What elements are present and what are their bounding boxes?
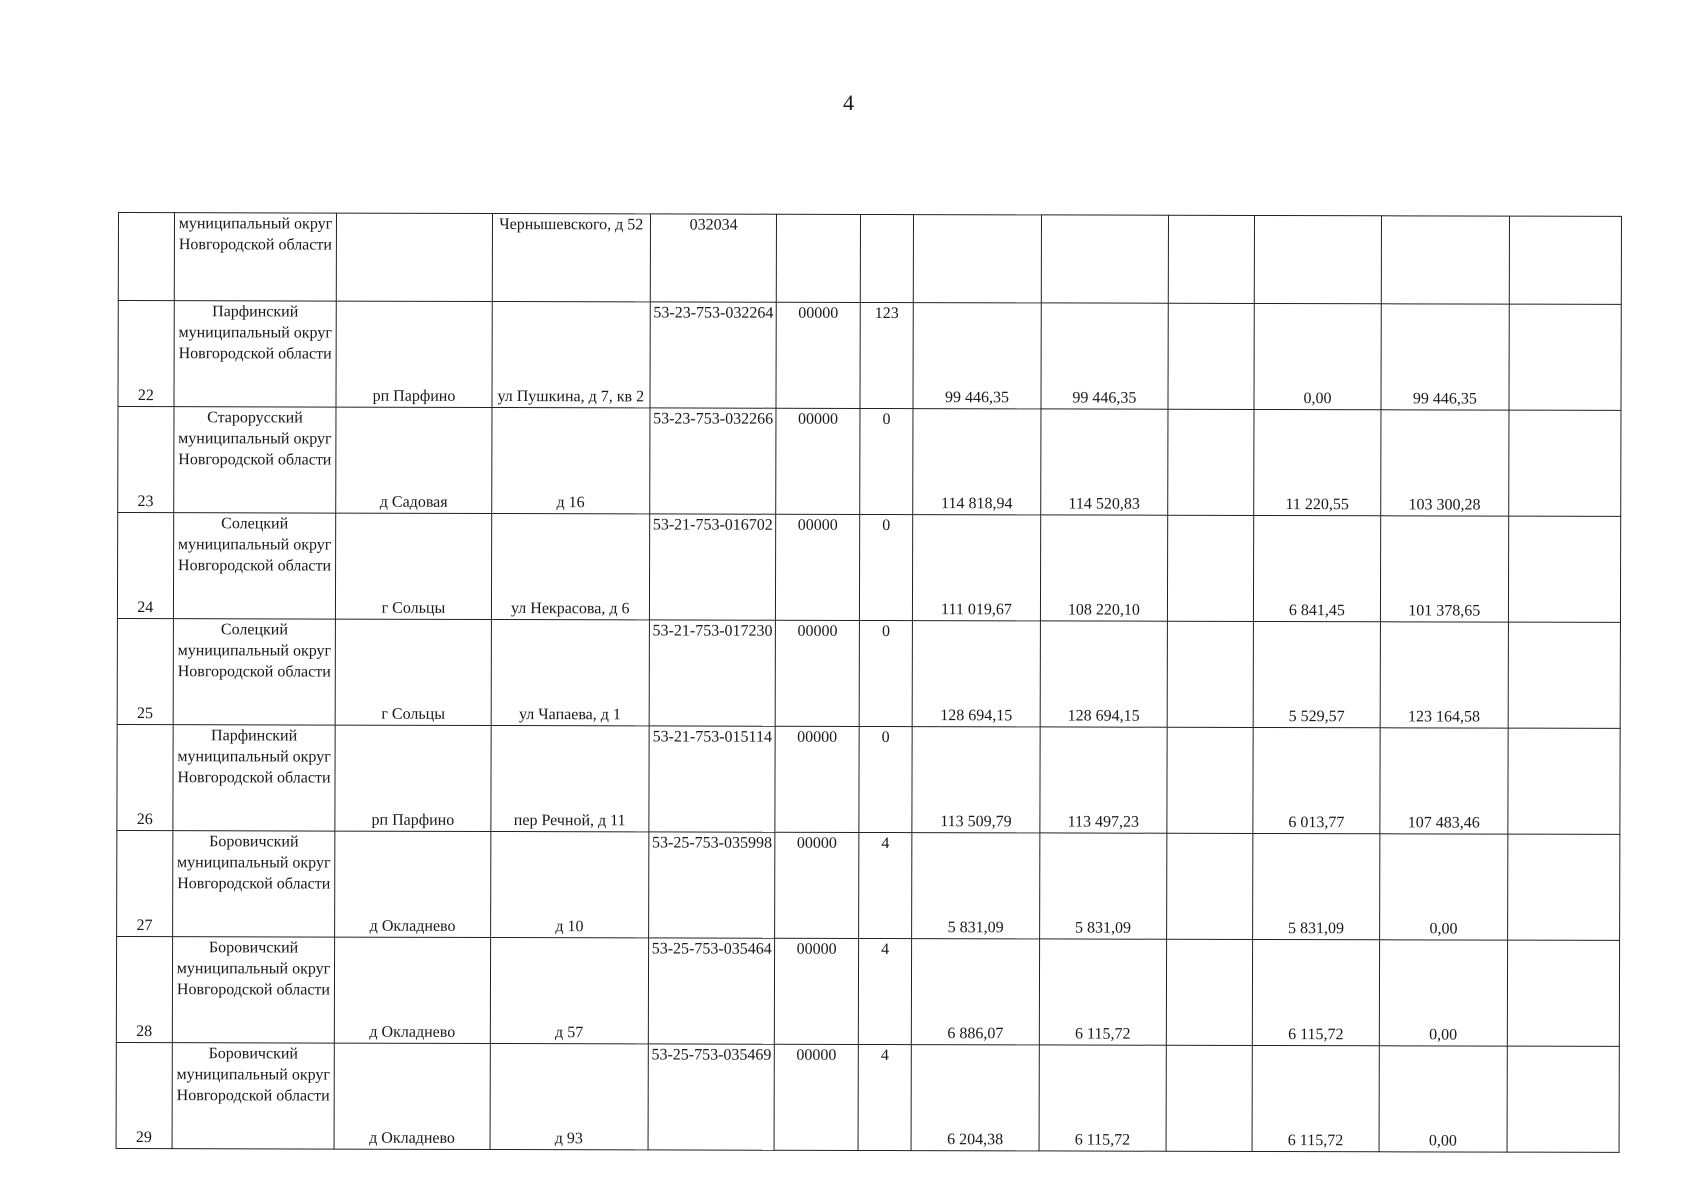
page-number: 4	[843, 90, 854, 115]
cell-district: Боровичский муниципальный округ Новгородской области	[172, 831, 335, 937]
cell-amount-4: 11 220,55	[1253, 409, 1381, 515]
cell-amount-3	[1167, 833, 1253, 939]
table-row	[117, 513, 1620, 623]
cell-amount-1	[914, 215, 1042, 303]
cell-code: 53-25-753-035998	[649, 832, 776, 938]
cell-amount-2: 114 520,83	[1040, 409, 1168, 515]
cell-row-number: 29	[116, 1042, 172, 1148]
cell-amount-1: 114 818,94	[913, 409, 1041, 515]
table-row	[116, 936, 1619, 1046]
table-row	[117, 830, 1620, 940]
cell-row-number: 28	[116, 936, 172, 1042]
cell-district: Боровичский муниципальный округ Новгородской области	[172, 1043, 335, 1149]
cell-district: Парфинский муниципальный округ Новгородской области	[173, 725, 336, 831]
cell-category: 00000	[776, 514, 860, 620]
cell-amount-2: 113 497,23	[1040, 727, 1168, 833]
cell-code: 53-21-753-015114	[649, 726, 776, 832]
cell-district: муниципальный округ Новгородской области	[174, 213, 337, 301]
cell-count: 0	[859, 620, 913, 726]
cell-amount-6	[1507, 834, 1620, 940]
cell-amount-5: 0,00	[1379, 940, 1507, 1046]
cell-amount-1: 5 831,09	[912, 833, 1040, 939]
cell-amount-2: 5 831,09	[1039, 833, 1167, 939]
cell-locality: рп Парфино	[335, 725, 490, 831]
cell-amount-2	[1041, 215, 1169, 303]
cell-amount-5: 103 300,28	[1381, 410, 1509, 516]
cell-amount-2: 99 446,35	[1041, 303, 1169, 409]
cell-amount-6	[1508, 410, 1621, 516]
cell-count: 0	[859, 514, 913, 620]
cell-locality: г Сольцы	[336, 513, 491, 619]
cell-amount-5	[1381, 216, 1509, 304]
cell-amount-5: 0,00	[1379, 1046, 1507, 1152]
cell-code: 032034	[650, 214, 777, 302]
cell-amount-2: 108 220,10	[1040, 515, 1168, 621]
cell-district: Старорусский муниципальный округ Новгородской области	[173, 407, 336, 513]
cell-amount-1: 6 204,38	[911, 1045, 1039, 1151]
cell-code: 53-21-753-017230	[649, 620, 776, 726]
cell-amount-4: 5 831,09	[1252, 833, 1380, 939]
cell-amount-6	[1508, 622, 1621, 728]
cell-amount-6	[1507, 728, 1620, 834]
cell-amount-3	[1167, 621, 1253, 727]
table-row	[117, 724, 1620, 834]
cell-amount-4	[1254, 215, 1382, 303]
cell-amount-5: 123 164,58	[1380, 622, 1508, 728]
cell-amount-6	[1509, 304, 1622, 410]
cell-district: Боровичский муниципальный округ Новгородской области	[172, 937, 335, 1043]
cell-code: 53-23-753-032266	[650, 408, 777, 514]
cell-amount-1: 6 886,07	[912, 939, 1040, 1045]
cell-row-number: 22	[118, 301, 174, 407]
cell-amount-4: 5 529,57	[1253, 621, 1381, 727]
cell-code: 53-21-753-016702	[649, 514, 776, 620]
cell-amount-2: 6 115,72	[1039, 939, 1167, 1045]
cell-address: д 57	[490, 937, 649, 1043]
cell-amount-6	[1509, 216, 1622, 304]
cell-category: 00000	[775, 938, 859, 1044]
cell-amount-6	[1507, 940, 1620, 1046]
table-container	[116, 212, 1622, 1153]
cell-amount-3	[1168, 515, 1254, 621]
cell-amount-1: 128 694,15	[912, 621, 1040, 727]
cell-amount-5: 101 378,65	[1381, 516, 1509, 622]
cell-locality: д Садовая	[336, 407, 491, 513]
cell-row-number	[118, 213, 174, 301]
cell-count: 0	[859, 726, 913, 832]
register-table	[116, 212, 1622, 1153]
cell-amount-3	[1168, 215, 1254, 303]
cell-row-number: 25	[117, 618, 173, 724]
cell-code: 53-25-753-035464	[648, 938, 775, 1044]
cell-district: Солецкий муниципальный округ Новгородской области	[173, 619, 336, 725]
cell-category: 00000	[775, 726, 859, 832]
cell-address: Чернышевского, д 52	[492, 213, 651, 301]
cell-amount-1: 99 446,35	[913, 303, 1041, 409]
cell-count: 4	[858, 1044, 912, 1150]
cell-amount-4: 6 115,72	[1252, 939, 1380, 1045]
cell-code: 53-25-753-035469	[648, 1044, 775, 1150]
cell-category: 00000	[775, 620, 859, 726]
cell-code: 53-23-753-032264	[650, 302, 777, 408]
cell-amount-6	[1507, 1046, 1620, 1152]
cell-category: 00000	[774, 1044, 858, 1150]
cell-locality: д Окладнево	[334, 1043, 489, 1149]
table-row	[117, 618, 1620, 728]
cell-category: 00000	[775, 832, 859, 938]
cell-amount-3	[1167, 727, 1253, 833]
cell-amount-3	[1166, 1045, 1252, 1151]
cell-amount-4: 6 115,72	[1252, 1045, 1380, 1151]
cell-locality: д Окладнево	[335, 937, 490, 1043]
table-row	[118, 407, 1621, 517]
cell-row-number: 26	[117, 724, 173, 830]
cell-category	[777, 214, 861, 302]
cell-amount-5: 99 446,35	[1381, 304, 1509, 410]
cell-district: Парфинский муниципальный округ Новгородской области	[174, 301, 337, 407]
cell-count: 0	[860, 408, 914, 514]
cell-category: 00000	[776, 408, 860, 514]
cell-category: 00000	[776, 302, 860, 408]
cell-amount-3	[1168, 409, 1254, 515]
cell-address: д 16	[491, 407, 650, 513]
cell-amount-1: 111 019,67	[913, 515, 1041, 621]
cell-locality: рп Парфино	[336, 301, 491, 407]
cell-count: 123	[860, 302, 914, 408]
table-row	[118, 213, 1621, 305]
table-row	[116, 1042, 1619, 1152]
cell-address: ул Чапаева, д 1	[491, 619, 650, 725]
cell-amount-1: 113 509,79	[912, 727, 1040, 833]
cell-count	[860, 214, 914, 302]
cell-amount-5: 0,00	[1380, 834, 1508, 940]
cell-row-number: 27	[117, 830, 173, 936]
cell-address: д 93	[490, 1043, 649, 1149]
cell-row-number: 23	[118, 407, 174, 513]
cell-locality: д Окладнево	[335, 831, 490, 937]
cell-amount-2: 6 115,72	[1039, 1045, 1167, 1151]
cell-district: Солецкий муниципальный округ Новгородской области	[173, 513, 336, 619]
cell-address: ул Пушкина, д 7, кв 2	[492, 301, 651, 407]
table-row	[118, 301, 1621, 411]
cell-locality: г Сольцы	[336, 619, 491, 725]
cell-amount-5: 107 483,46	[1380, 728, 1508, 834]
cell-amount-4: 6 841,45	[1253, 515, 1381, 621]
cell-amount-3	[1168, 303, 1254, 409]
cell-count: 4	[858, 938, 912, 1044]
cell-count: 4	[858, 832, 912, 938]
cell-address: д 10	[490, 831, 649, 937]
cell-amount-4: 0,00	[1254, 303, 1382, 409]
cell-amount-4: 6 013,77	[1253, 727, 1381, 833]
cell-amount-6	[1508, 516, 1621, 622]
cell-locality	[337, 213, 492, 301]
cell-amount-3	[1166, 939, 1252, 1045]
cell-row-number: 24	[117, 513, 173, 619]
cell-address: пер Речной, д 11	[490, 725, 649, 831]
cell-amount-2: 128 694,15	[1040, 621, 1168, 727]
cell-address: ул Некрасова, д 6	[491, 513, 650, 619]
